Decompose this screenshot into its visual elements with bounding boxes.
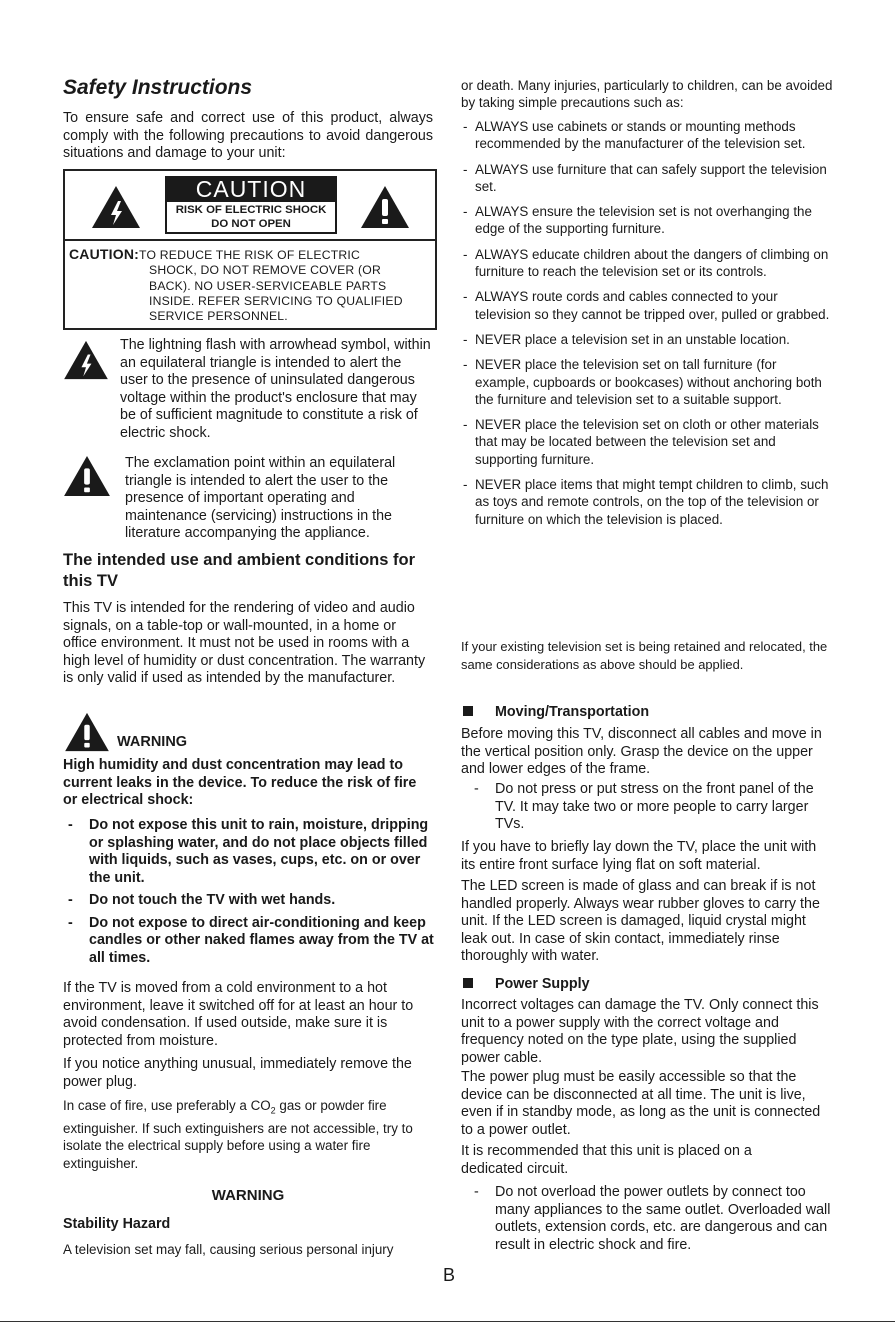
list-item: [63, 915, 435, 968]
exclamation-icon-wrap: [63, 455, 121, 502]
dash-marker: -: [474, 1184, 479, 1200]
power-text: Incorrect voltages can damage the TV. Only connect this unit to a power supply with the correct voltage and frequency noted on the type plate, using the supplied power cable.: [461, 997, 819, 1066]
dash-marker: -: [474, 781, 479, 797]
power-heading: [461, 975, 590, 993]
list-item-text: ALWAYS route cords and cables connected to your television so they cannot be tripped over, pulled or grabbed.: [475, 289, 830, 322]
dash-marker: -: [463, 161, 468, 177]
page-number: B: [443, 1265, 456, 1285]
list-item: [461, 246, 833, 281]
list-item-text: Do not expose to direct air-conditioning and keep candles or other naked flames away from the TV at all times.: [89, 914, 434, 966]
list-item-text: Do not press or put stress on the front panel of the TV. It may take two or more people to carry larger TVs.: [495, 781, 814, 832]
caution-sub-line-2: DO NOT OPEN: [211, 218, 291, 230]
caution-line-3: BACK). NO USER-SERVICEABLE PARTS: [149, 278, 387, 293]
exclamation-triangle-icon: [63, 455, 111, 497]
list-item: [461, 331, 833, 348]
page-title: Safety Instructions: [63, 76, 253, 99]
warning-2-label: WARNING: [211, 1187, 285, 1204]
list-item: [461, 416, 833, 468]
retained-text: If your existing television set is being retained and relocated, the same considerations as above should be applied.: [461, 639, 828, 672]
list-item: [469, 1184, 841, 1254]
power-heading-text: Power Supply: [495, 976, 590, 992]
fire-text-sub: 2: [270, 1105, 276, 1116]
dash-marker: -: [463, 417, 468, 433]
caution-center-block: [165, 176, 337, 234]
dash-marker: -: [463, 357, 468, 373]
lightning-triangle-icon: [91, 185, 141, 229]
moved-text: If the TV is moved from a cold environment to a hot environment, leave it switched off for at least an hour to avoid condensation. If used outside, make sure it is protected from moisture.: [63, 980, 414, 1049]
dash-marker: -: [463, 246, 468, 262]
fire-text: [63, 1097, 435, 1172]
list-item-text: ALWAYS use cabinets or stands or mounting methods recommended by the manufacturer of the television set.: [475, 119, 806, 152]
stability-continued: or death. Many injuries, particularly to children, can be avoided by taking simple precautions such as:: [461, 78, 833, 111]
led-text: The LED screen is made of glass and can break if is not handled properly. Always wear rubber gloves to carry the unit. If the LED screen is damaged, liquid crystal might leak out. In case of skin contact, immediately rinse thoroughly with water.: [461, 878, 820, 964]
list-item: [461, 118, 833, 153]
stability-heading: Stability Hazard: [63, 1216, 171, 1232]
moving-text: Before moving this TV, disconnect all cables and move in the vertical position only. Grasp the device on the upper and lower edges of the frame.: [461, 726, 822, 777]
list-item: [461, 356, 833, 408]
list-item-text: Do not touch the TV with wet hands.: [89, 892, 336, 908]
caution-label-box: [63, 169, 437, 330]
caution-text: [65, 241, 435, 328]
dash-marker: -: [463, 119, 468, 134]
exclamation-text: The exclamation point within an equilateral triangle is intended to alert the user to the presence of important operating and maintenance (servicing) instructions in the literature accompanying the appliance.: [125, 455, 396, 541]
moving-heading: [461, 703, 649, 721]
dash-marker: -: [463, 289, 468, 305]
intended-use-heading: The intended use and ambient conditions for this TV: [63, 551, 416, 590]
list-item-text: NEVER place a television set in an unstable location.: [475, 331, 790, 347]
fire-text-pre: In case of fire, use preferably a CO: [63, 1098, 271, 1113]
intro-paragraph: To ensure safe and correct use of this product, always comply with the following precautions to avoid dangerous situations and damage to your unit:: [63, 110, 433, 161]
list-item-text: Do not overload the power outlets by connect too many appliances to the same outlet. Overloaded wall outlets, extension cords, etc. are dangerous and can result in electric shock and fire.: [495, 1184, 831, 1253]
list-item-text: Do not expose this unit to rain, moisture, dripping or splashing water, and do not place objects filled with liquids, such as vases, cups, etc. on or over the unit.: [89, 817, 429, 886]
warning-label: WARNING: [117, 734, 188, 750]
caution-title: CAUTION: [165, 176, 337, 202]
lightning-triangle-icon: [63, 340, 109, 380]
circuit-text: It is recommended that this unit is placed on a dedicated circuit.: [461, 1143, 752, 1177]
list-item: [469, 781, 829, 834]
list-item-text: NEVER place items that might tempt children to climb, such as toys and remote controls, on the top of the television or furniture on which the television is placed.: [475, 477, 829, 527]
square-bullet-icon: [463, 706, 473, 716]
fire-text-post: gas or powder fire extinguisher. If such extinguishers are not accessible, try to isolate the electrical supply before using a water fire extinguisher.: [63, 1098, 413, 1171]
list-item-text: NEVER place the television set on cloth or other materials that may be located between the television set and supporting furniture.: [475, 417, 819, 467]
warning-header: [63, 712, 187, 752]
warning-triangle-icon: [63, 712, 111, 752]
caution-header: [65, 171, 435, 241]
dash-marker: -: [463, 331, 468, 347]
exclamation-explanation: [63, 455, 435, 543]
caution-line-2: SHOCK, DO NOT REMOVE COVER (OR: [149, 263, 381, 278]
lightning-text: The lightning flash with arrowhead symbol, within an equilateral triangle is intended to alert the user to the presence of uninsulated dangerous voltage within the product's enclosure that may be of sufficient magnitude to constitute a risk of electric shock.: [120, 337, 431, 441]
caution-subtitle: [165, 202, 337, 234]
dash-marker: -: [68, 914, 73, 931]
list-item: [63, 892, 435, 910]
stability-text: A television set may fall, causing serious personal injury: [63, 1242, 394, 1257]
caution-line-4: INSIDE. REFER SERVICING TO QUALIFIED: [149, 293, 403, 308]
dash-marker: -: [463, 477, 468, 493]
stability-list: [461, 118, 833, 536]
list-item: [461, 288, 833, 323]
dash-marker: -: [68, 817, 73, 833]
list-item-text: ALWAYS ensure the television set is not overhanging the edge of the supporting furniture.: [475, 204, 812, 237]
moving-heading-text: Moving/Transportation: [495, 704, 650, 720]
bottom-rule: [0, 1321, 895, 1322]
exclamation-triangle-icon: [360, 185, 410, 229]
lightning-explanation: [63, 337, 435, 442]
list-item: [461, 476, 833, 528]
list-item-text: NEVER place the television set on tall furniture (for example, cupboards or bookcases) without anchoring both the furniture and television set to a suitable support.: [475, 357, 822, 407]
square-bullet-icon: [463, 978, 473, 988]
dash-marker: -: [463, 204, 468, 220]
caution-line-1: TO REDUCE THE RISK OF ELECTRIC: [139, 248, 360, 262]
list-item-text: ALWAYS use furniture that can safely support the television set.: [475, 161, 827, 194]
intended-use-text: This TV is intended for the rendering of video and audio signals, on a table-top or wall-mounted, in a home or office environment. It must not be used in rooms with a high level of humidity or dust concentration. The warranty is only valid if used as intended by the manufacturer.: [63, 600, 426, 686]
plug-text: The power plug must be easily accessible so that the device can be disconnected at all time. The unit is live, even if in standby mode, as long as the unit is connected to a power outlet.: [461, 1069, 821, 1138]
moving-list: [461, 781, 829, 839]
lightning-icon-wrap: [63, 337, 121, 385]
warning-list: [63, 817, 435, 972]
warning-bold-text: High humidity and dust concentration may lead to current leaks in the device. To reduce the risk of fire or electrical shock:: [63, 757, 417, 808]
list-item: [461, 161, 833, 196]
lay-down-text: If you have to briefly lay down the TV, place the unit with its entire front surface lying flat on soft material.: [461, 839, 817, 873]
list-item: [461, 203, 833, 238]
power-list: [461, 1184, 841, 1259]
caution-sub-line-1: RISK OF ELECTRIC SHOCK: [175, 204, 327, 216]
dash-marker: -: [68, 892, 73, 908]
caution-line-5: SERVICE PERSONNEL.: [149, 309, 288, 324]
list-item: [63, 817, 435, 887]
caution-label: CAUTION:: [69, 246, 140, 262]
unusual-text: If you notice anything unusual, immediately remove the power plug.: [63, 1056, 412, 1090]
list-item-text: ALWAYS educate children about the dangers of climbing on furniture to reach the television set or its controls.: [475, 246, 829, 280]
